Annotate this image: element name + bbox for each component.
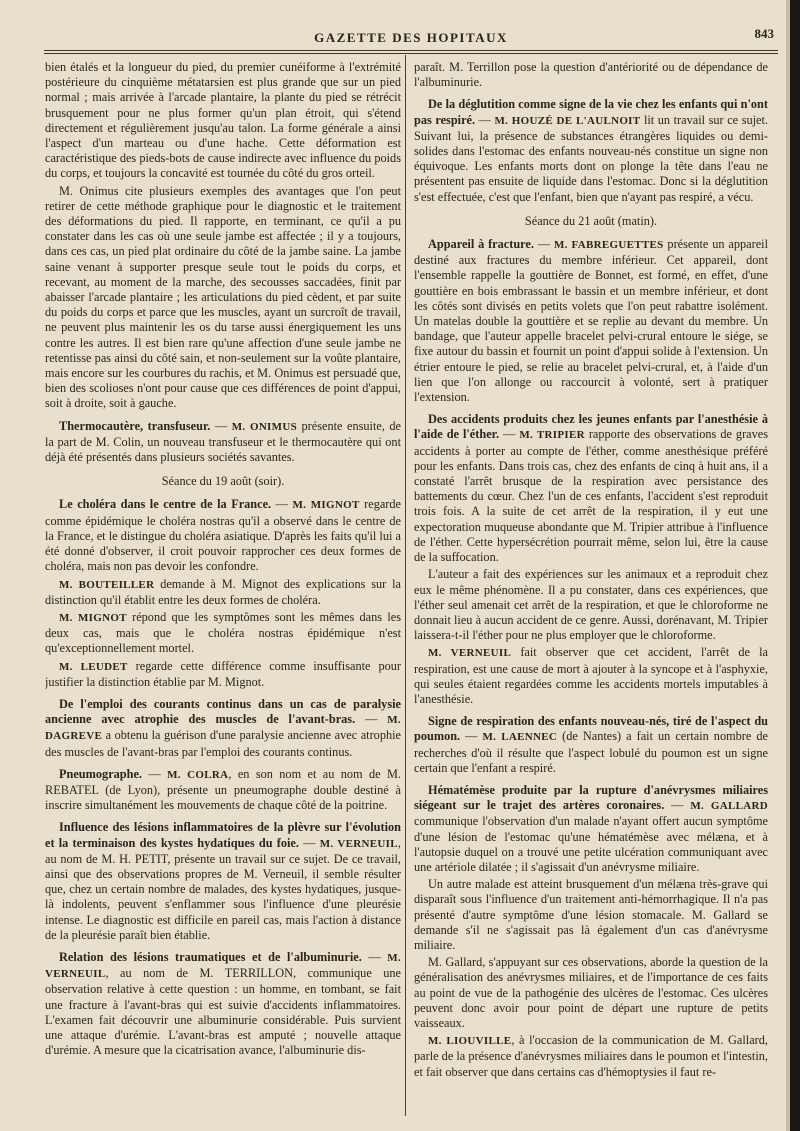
author-name: M. DAGREVE (45, 714, 401, 743)
article-entry (414, 97, 768, 204)
author-name: M. LAENNEC (482, 731, 558, 744)
article-title: Thermocautère, transfuseur. (59, 418, 211, 433)
article-text: (de Nantes) a fait un certain nombre de recherches d'où il résulte que l'aspect lobulé du poumon est un signe certain que l'enfant a respiré. (414, 729, 768, 775)
article-text: présente ensuite, de la part de M. Colin, un nouveau transfuseur et le thermocautère qui ont déjà été présentés dans plusieurs sociétés savantes. (45, 418, 401, 465)
author-name: M. VERNEUIL (45, 951, 401, 981)
column-divider (405, 55, 406, 1116)
title-separator: — (475, 112, 495, 127)
paragraph: bien étalés et la longueur du pied, du premier cunéiforme à l'extrémité postérieure du cinquième métatarsien est plus grande que sur un pied normal ; mais arrivée à l'arcade plantaire, la plante du pied se rétrécit brusquement pour ne plus former qu'un plan étroit, qui s'étend directement et régulièrement jusqu'au talon. La forme générale a ainsi l'aspect d'un marteau ou d'une hache. Cette déformation est caractéristique des pieds-bots de cause indirecte avec influence du poids du corps, et toujours la concavité est tournée du côté du gros orteil. (45, 60, 401, 181)
article-title: Le choléra dans le centre de la France. (59, 497, 272, 512)
article-text: , au nom de M. TERRILLON, communique une observation relative à cette question : un homme, en tombant, se fait une fracture à l'avant-bras qui est suivie d'accidents inflammatoires. L'examen fait découvrir une albuminurie considérable. Puis survient une attaque d'urémie. L'avant-bras est amputé ; nouvelle attaque d'urémie. A mesure que la cicatrisation avance, l'albuminurie dis- (45, 966, 401, 1058)
article-text: lit un travail sur ce sujet. Suivant lui, la présence de substances étrangères liquides ou demi-solides dans l'estomac des enfants nouveau-nés constitue un signe non équivoque. Les enfants morts dont on plonge la tête dans l'eau ne présentent pas ensuite de liquide dans l'estomac. Donc si la déglutition s'est effectuée, c'est que l'enfant, bien que n'ayant pas respiré, a vécu. (414, 112, 768, 204)
paragraph: Un autre malade est atteint brusquement d'un mélæna très-grave qui disparaît sous l'influence d'un traitement anti-hémorrhagique. Il n'a pas présenté d'autre symptôme d'une lésion stomacale. M. Gallard se demande s'il ne s'agissait pas là également d'un cas d'anévrysme miliaire. (414, 877, 768, 952)
article-title: Hématémèse produite par la rupture d'anévrysmes miliaires siégeant sur le trajet des artères coronaires. (414, 782, 768, 813)
author-name: M. VERNEUIL (428, 647, 512, 660)
author-name: M. FABREGUETTES (553, 239, 664, 252)
session-heading: Séance du 21 août (matin). (524, 213, 658, 228)
author-name: M. MIGNOT (59, 611, 127, 624)
header-rule (44, 50, 778, 54)
author-name: M. VERNEUIL (319, 837, 398, 850)
author-name: M. COLRA (167, 768, 229, 781)
article-entry (414, 714, 768, 776)
speaker-paragraph (45, 659, 401, 690)
article-entry (45, 497, 401, 574)
title-separator: — (355, 712, 388, 727)
article-entry (45, 419, 401, 466)
article-entry (414, 237, 768, 405)
journal-title: GAZETTE DES HOPITAUX (314, 30, 508, 45)
article-text: , au nom de M. H. PETIT, présente un travail sur ce sujet. De ce travail, ainsi que des observations propres de M. Verneuil, il semble résulter que, chez un certain nombre de malades, des kystes hydatiques, jusque-là indolents, peuvent s'enflammer sous l'influence d'une pleurésie intense. Le diagnostic est difficile en pareil cas, mais l'action à distance de la pleurésie paraît bien établie. (45, 835, 401, 942)
article-text: communique l'observation d'un malade n'ayant offert aucun symptôme d'une lésion de l'estomac qu'une hématémèse avec mélæna, et à l'autopsie duquel on a trouvé une petite ulcération communiquant avec une artériole dilatée ; il s'agissait d'un anévrysme miliaire. (414, 814, 768, 874)
speaker-text: demande à M. Mignot des explications sur la distinction qu'il établit entre les deux formes de choléra. (45, 576, 401, 607)
article-entry (45, 820, 401, 943)
article-entry (414, 412, 768, 565)
speaker-text: fait observer que cet accident, l'arrêt de la respiration, est une cause de mort à ajouter à la syncope et à l'asphyxie, qui seules étaient regardées comme les accidents mortels imputables à l'anesthésie. (414, 645, 768, 706)
title-separator: — (271, 497, 293, 512)
article-entry (45, 767, 401, 814)
article-text: a obtenu la guérison d'une paralysie ancienne avec atrophie des muscles de l'avant-bras par l'emploi des courants continus. (45, 728, 401, 759)
left-column (45, 60, 401, 1111)
article-entry (414, 783, 768, 875)
paragraph: M. Gallard, s'appuyant sur ces observations, aborde la question de la généralisation des anévrysmes miliaires, et de l'importance de ces faits au point de vue de la pathogénie des ulcères de l'estomac. Ces ulcères peuvent donc avoir pour point de départ une rupture de petits vaisseaux. (414, 955, 768, 1030)
title-separator: — (460, 729, 483, 744)
article-title: Influence des lésions inflammatoires de la plèvre sur l'évolution et la terminaison des kystes hydatiques du foie. (45, 820, 401, 850)
speaker-paragraph (414, 1033, 768, 1080)
article-title: Pneumographe. (59, 766, 143, 781)
article-text: , en son nom et au nom de M. REBATEL (de Lyon), présente un pneumographe double destiné à inscrire simultanément les mouvements de chaque côté de la poitrine. (45, 766, 401, 813)
paragraph: paraît. M. Terrillon pose la question d'antériorité ou de dépendance de l'albuminurie. (414, 60, 768, 90)
article-title: De la déglutition comme signe de la vie chez les enfants qui n'ont pas respiré. (414, 97, 768, 127)
article-title: Signe de respiration des enfants nouveau-nés, tiré de l'aspect du poumon. (414, 714, 768, 744)
paragraph: M. Onimus cite plusieurs exemples des avantages que l'on peut retirer de cette méthode graphique pour le diagnostic et le traitement des déformations du pied. Il rapporte, en terminant, ce qu'il a pu constater dans les cas où une seule jambe est affectée ; il y a toujours, dans ces cas, un pied plat ordinaire du côté de la jambe saine. La jambe saine venant à supporter presque seule tout le poids du corps, et recevant, au moment de la marche, des secousses saccadées, finit par abaisser l'arcade plantaire ; les articulations du pied cèdent, et par suite du poids du corps et parce que les muscles, ayant un surcroît de travail, ne peuvent plus maintenir les os du tarse aussi énergiquement les uns contre les autres. Il est bien rare qu'une affection d'une seule jambe ne retentisse pas ainsi du côté sain, et non-seulement sur la voûte plantaire, mais encore sur les courbures du rachis, et M. Onimus est persuadé que, bien des scolioses n'ont pour cause que ces différences de point d'appui, soit à droite, soit à gauche. (45, 183, 401, 411)
article-entry (45, 697, 401, 760)
title-separator: — (361, 949, 388, 964)
author-name: M. LIOUVILLE (428, 1035, 512, 1048)
speaker-paragraph (45, 610, 401, 657)
paragraph: L'auteur a fait des expériences sur les animaux et a reproduit chez eux le même phénomène. Il a pu constater, dans ces expériences, que l'éther seul amenait cet arrêt de la respiration, et que le chloroforme ne donnait lieu à aucun accident de ce genre. Aussi, dorénavant, M. Tripier laissera-t-il l'éther pour ne plus employer que le chloroforme. (414, 567, 768, 643)
page-number: 843 (754, 26, 774, 41)
article-title: Appareil à fracture. (428, 237, 534, 252)
speaker-text: répond que les symptômes sont les mêmes dans les deux cas, mais que le choléra nostras épidémique n'est qu'exceptionnellement mortel. (45, 609, 401, 656)
title-separator: — (499, 427, 520, 442)
session-heading: Séance du 19 août (soir). (161, 474, 285, 489)
author-name: M. BOUTEILLER (59, 578, 155, 591)
author-name: M. LEUDET (59, 660, 128, 673)
author-name: M. MIGNOT (292, 499, 360, 512)
author-name: M. GALLARD (690, 800, 768, 813)
speaker-text: , à l'occasion de la communication de M. Gallard, parle de la présence d'anévrysmes miliaires dans le poumon et l'intestin, et fait observer que dans certains cas d'hémoptysies il faut re- (414, 1033, 768, 1079)
speaker-paragraph (45, 577, 401, 608)
author-name: M. HOUZÉ DE L'AULNOIT (494, 114, 641, 127)
title-separator: — (142, 766, 168, 781)
page-edge (790, 0, 800, 1131)
title-separator: — (533, 237, 554, 252)
title-separator: — (210, 418, 232, 433)
author-name: M. ONIMUS (231, 420, 297, 433)
author-name: M. TRIPIER (519, 429, 585, 442)
page-header (44, 26, 778, 48)
speaker-paragraph (414, 645, 768, 707)
article-text: regarde comme épidémique le choléra nostras qu'il a observé dans le centre de la France, et le distingue du choléra asiatique. D'après les faits qu'il lui a été donné d'observer, il croit pouvoir rapprocher ces deux formes de choléra, mais non pas devoir les confondre. (45, 497, 401, 574)
title-separator: — (298, 835, 320, 850)
right-column (414, 60, 768, 1111)
article-title: Des accidents produits chez les jeunes enfants par l'anesthésie à l'aide de l'éther. (414, 412, 768, 442)
article-text: présente un appareil destiné aux fractures du membre inférieur. Cet appareil, dont l'ensemble rappelle la gouttière de Bonnet, est formé, en effet, d'une gouttière en bois embrassant le bassin et un membre inférieur, et dont les côtés sont divisés en petits volets que l'on peut rabattre isolément. Un matelas double la gouttière et se replie au devant du membre. Un bandage, que l'auteur appelle bracelet pelvi-crural entoure le siége, se fixe autour du bassin et fournit un point d'appui solide à l'extension. Un étrier entoure le pied, se relie au bracelet pelvi-crural, et, à l'aide d'un lien que l'on allonge ou raccourcit à volonté, sert à pratiquer l'extension. (414, 237, 768, 405)
title-separator: — (664, 798, 691, 813)
article-text: rapporte des observations de graves accidents à porter au compte de l'éther, comme anesthésique préféré pour les enfants. Dans trois cas, chez des enfants de cinq à huit ans, il a constaté l'arrêt brusque de la respiration avec persistance des battements du cœur. Chez l'un de ces enfants, l'accident s'est reproduit trois fois. A la suite de cet arrêt de la respiration, il y eut une expectoration muqueuse abondante que M. Tripier attribue à l'influence de l'éther. Cette hypersécrétion pourrait même, selon lui, être la cause de la suffocation. (414, 427, 768, 565)
article-title: De l'emploi des courants continus dans un cas de paralysie ancienne avec atrophie des muscles de l'avant-bras. (45, 696, 401, 727)
article-entry (45, 950, 401, 1058)
article-title: Relation des lésions traumatiques et de l'albuminurie. (59, 949, 362, 964)
speaker-text: regarde cette différence comme insuffisante pour justifier la distinction établie par M. Mignot. (45, 658, 401, 689)
